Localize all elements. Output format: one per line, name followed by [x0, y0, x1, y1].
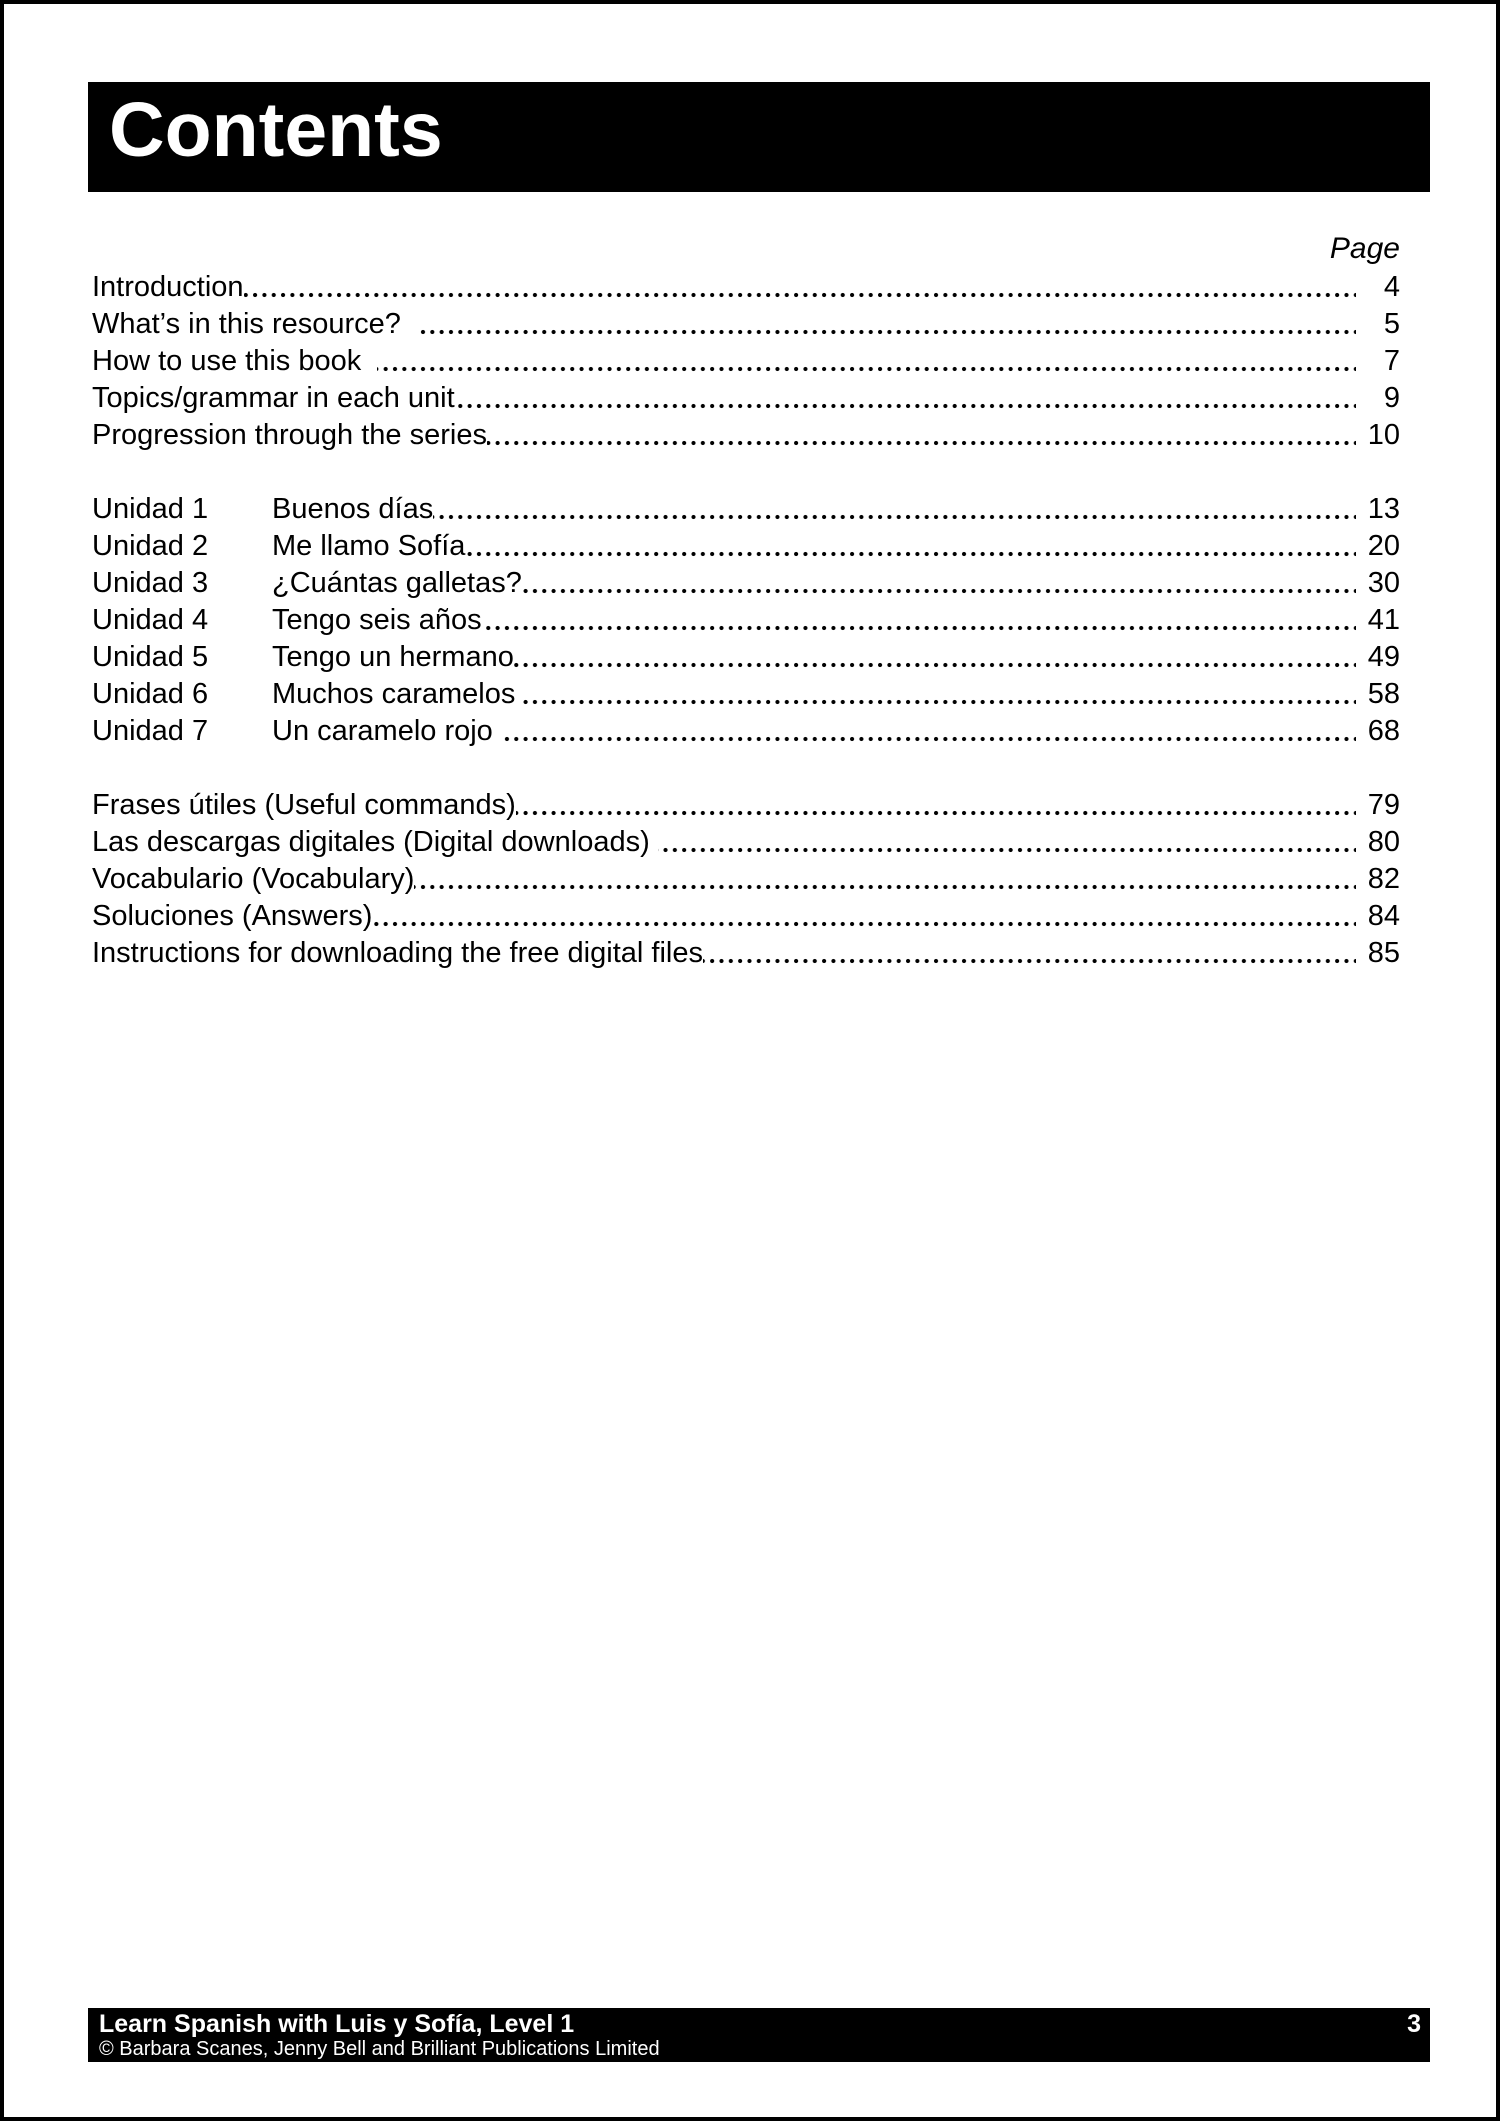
toc-entry-title: Buenos días: [272, 491, 433, 528]
toc-entry-title: Tengo seis años: [272, 602, 482, 639]
toc-entry-page: 5: [1356, 306, 1400, 343]
toc-entry: [92, 306, 1400, 343]
toc-entry-title: Vocabulario (Vocabulary): [92, 861, 414, 898]
section-gap: [92, 454, 1400, 491]
toc-entry-page: 9: [1356, 380, 1400, 417]
toc-entry-page: 13: [1356, 491, 1400, 528]
toc-entry-page: 41: [1356, 602, 1400, 639]
page-title: Contents: [109, 87, 443, 173]
footer-page-number: 3: [1407, 2010, 1421, 2038]
toc-entry-title: Topics/grammar in each unit: [92, 380, 455, 417]
toc-entry: [92, 380, 1400, 417]
table-of-contents: [92, 230, 1400, 972]
dot-leader: [417, 306, 1356, 343]
toc-entry-page: 58: [1356, 676, 1400, 713]
toc-entry: [92, 787, 1400, 824]
dot-leader: [414, 861, 1356, 898]
toc-entry-page: 85: [1356, 935, 1400, 972]
toc-entry: [92, 269, 1400, 306]
dot-leader: [523, 676, 1356, 713]
toc-entry: [92, 343, 1400, 380]
toc-entry-title: Progression through the series: [92, 417, 487, 454]
toc-entry: [92, 639, 1400, 676]
toc-entry-title: How to use this book: [92, 343, 377, 380]
toc-entry-title: Frases útiles (Useful commands): [92, 787, 516, 824]
units-section: [92, 491, 1400, 750]
toc-entry: [92, 565, 1400, 602]
toc-entry-page: 49: [1356, 639, 1400, 676]
dot-leader: [501, 713, 1356, 750]
toc-entry-page: 82: [1356, 861, 1400, 898]
toc-unit-label: Unidad 4: [92, 602, 272, 639]
dot-leader: [516, 787, 1356, 824]
toc-unit-label: Unidad 5: [92, 639, 272, 676]
dot-leader: [433, 491, 1356, 528]
front-matter-section: [92, 269, 1400, 454]
toc-entry-page: 20: [1356, 528, 1400, 565]
page-column-heading: Page: [1329, 232, 1400, 265]
dot-leader: [372, 898, 1356, 935]
toc-entry-page: 80: [1356, 824, 1400, 861]
toc-entry-page: 84: [1356, 898, 1400, 935]
toc-entry: [92, 935, 1400, 972]
toc-unit-label: Unidad 7: [92, 713, 272, 750]
toc-entry-title: Me llamo Sofía: [272, 528, 465, 565]
toc-entry: [92, 824, 1400, 861]
dot-leader: [514, 639, 1356, 676]
dot-leader: [377, 343, 1356, 380]
book-title: Learn Spanish with Luis y Sofía, Level 1: [99, 2010, 575, 2038]
toc-entry-title: What’s in this resource?: [92, 306, 417, 343]
toc-entry: [92, 861, 1400, 898]
toc-entry: [92, 417, 1400, 454]
toc-entry: [92, 676, 1400, 713]
toc-entry: [92, 713, 1400, 750]
toc-entry-page: 79: [1356, 787, 1400, 824]
contents-header-bar: [88, 82, 1430, 192]
toc-entry-title: ¿Cuántas galletas?: [272, 565, 522, 602]
dot-leader: [465, 528, 1356, 565]
toc-entry-page: 68: [1356, 713, 1400, 750]
toc-entry: [92, 602, 1400, 639]
toc-entry: [92, 528, 1400, 565]
toc-entry: [92, 898, 1400, 935]
footer-text: [99, 2011, 660, 2061]
toc-entry-page: 7: [1356, 343, 1400, 380]
toc-entry-title: Un caramelo rojo: [272, 713, 501, 750]
toc-entry-title: Tengo un hermano: [272, 639, 514, 676]
toc-unit-label: Unidad 1: [92, 491, 272, 528]
toc-entry-page: 30: [1356, 565, 1400, 602]
toc-unit-label: Unidad 3: [92, 565, 272, 602]
dot-leader: [455, 380, 1356, 417]
dot-leader: [703, 935, 1356, 972]
dot-leader: [522, 565, 1356, 602]
dot-leader: [487, 417, 1356, 454]
toc-entry-title: Introduction: [92, 269, 244, 306]
toc-entry-page: 10: [1356, 417, 1400, 454]
toc-entry-title: Instructions for downloading the free digital files: [92, 935, 703, 972]
copyright-line: © Barbara Scanes, Jenny Bell and Brilliant Publications Limited: [99, 2038, 660, 2060]
dot-leader: [658, 824, 1356, 861]
dot-leader: [482, 602, 1356, 639]
section-gap: [92, 750, 1400, 787]
toc-unit-label: Unidad 2: [92, 528, 272, 565]
back-matter-section: [92, 787, 1400, 972]
toc-entry-title: Muchos caramelos: [272, 676, 523, 713]
dot-leader: [244, 269, 1356, 306]
toc-unit-label: Unidad 6: [92, 676, 272, 713]
page-footer: [88, 2008, 1430, 2062]
toc-entry: [92, 491, 1400, 528]
toc-entry-page: 4: [1356, 269, 1400, 306]
toc-entry-title: Las descargas digitales (Digital downloads): [92, 824, 658, 861]
toc-entry-title: Soluciones (Answers): [92, 898, 372, 935]
